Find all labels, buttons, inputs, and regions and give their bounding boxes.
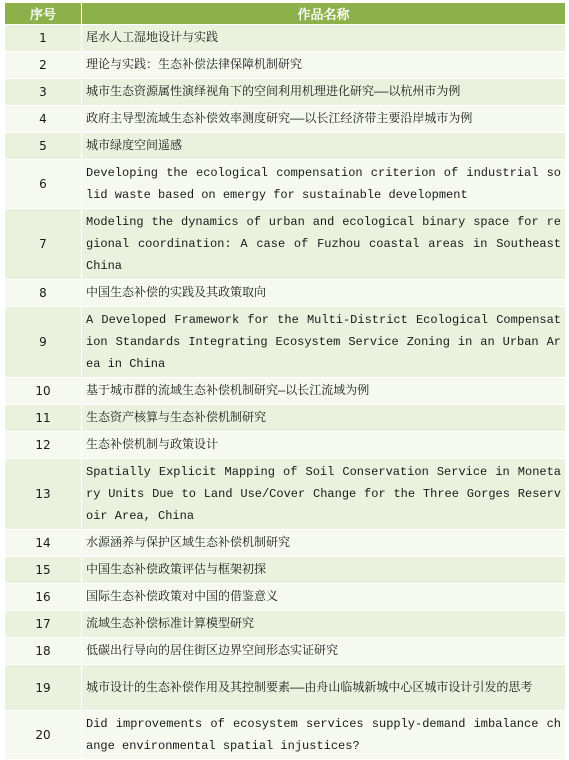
row-title: 流域生态补偿标准计算模型研究 (82, 611, 566, 638)
row-index: 14 (5, 530, 82, 557)
table-row (5, 530, 566, 557)
row-title: 基于城市群的流域生态补偿机制研究—以长江流域为例 (82, 378, 566, 405)
row-index: 9 (5, 307, 82, 378)
row-title: Spatially Explicit Mapping of Soil Conservation Service in Monetary Units Due to Land Use/Cover Change for the Three Gorges Reservoir Area, China (82, 459, 566, 530)
table-row (5, 133, 566, 160)
row-index: 20 (5, 711, 82, 760)
row-title: 水源涵养与保护区域生态补偿机制研究 (82, 530, 566, 557)
row-index: 13 (5, 459, 82, 530)
row-title: 尾水人工湿地设计与实践 (82, 25, 566, 52)
table-row (5, 405, 566, 432)
row-index: 7 (5, 209, 82, 280)
row-index: 17 (5, 611, 82, 638)
table-row (5, 106, 566, 133)
row-title: Modeling the dynamics of urban and ecological binary space for regional coordination: A case of Fuzhou coastal areas in Southeast China (82, 209, 566, 280)
row-title: 低碳出行导向的居住街区边界空间形态实证研究 (82, 638, 566, 665)
row-title: 生态资产核算与生态补偿机制研究 (82, 405, 566, 432)
header-row (5, 3, 566, 25)
table-row (5, 459, 566, 530)
header-index: 序号 (5, 3, 82, 25)
table-row (5, 378, 566, 405)
table-row (5, 209, 566, 280)
row-index: 8 (5, 280, 82, 307)
table-row (5, 160, 566, 209)
header-title: 作品名称 (82, 3, 566, 25)
table-row (5, 611, 566, 638)
row-title: 理论与实践：生态补偿法律保障机制研究 (82, 52, 566, 79)
row-index: 16 (5, 584, 82, 611)
row-title: A Developed Framework for the Multi-District Ecological Compensation Standards Integrating Ecosystem Service Zoning in an Urban Area in China (82, 307, 566, 378)
row-title: Did improvements of ecosystem services supply-demand imbalance change environmental spatial injustices? (82, 711, 566, 760)
row-title: 城市生态资源属性演绎视角下的空间利用机理进化研究——以杭州市为例 (82, 79, 566, 106)
row-index: 2 (5, 52, 82, 79)
row-title: 中国生态补偿政策评估与框架初探 (82, 557, 566, 584)
row-index: 11 (5, 405, 82, 432)
row-title: 国际生态补偿政策对中国的借鉴意义 (82, 584, 566, 611)
row-index: 6 (5, 160, 82, 209)
row-title: 城市设计的生态补偿作用及其控制要素——由舟山临城新城中心区城市设计引发的思考 (82, 665, 566, 711)
row-title: Developing the ecological compensation criterion of industrial solid waste based on emergy for sustainable development (82, 160, 566, 209)
row-title: 生态补偿机制与政策设计 (82, 432, 566, 459)
table-row (5, 307, 566, 378)
row-index: 18 (5, 638, 82, 665)
table-row (5, 52, 566, 79)
table-row (5, 432, 566, 459)
table-row (5, 638, 566, 665)
table-row (5, 79, 566, 106)
row-index: 19 (5, 665, 82, 711)
row-index: 4 (5, 106, 82, 133)
works-table (4, 2, 566, 760)
row-title: 中国生态补偿的实践及其政策取向 (82, 280, 566, 307)
table-row (5, 711, 566, 760)
row-title: 城市绿度空间遥感 (82, 133, 566, 160)
table-row (5, 280, 566, 307)
row-index: 12 (5, 432, 82, 459)
table-row (5, 557, 566, 584)
row-index: 15 (5, 557, 82, 584)
table-row (5, 584, 566, 611)
table-row (5, 25, 566, 52)
row-index: 10 (5, 378, 82, 405)
row-title: 政府主导型流域生态补偿效率测度研究——以长江经济带主要沿岸城市为例 (82, 106, 566, 133)
row-index: 5 (5, 133, 82, 160)
row-index: 3 (5, 79, 82, 106)
row-index: 1 (5, 25, 82, 52)
